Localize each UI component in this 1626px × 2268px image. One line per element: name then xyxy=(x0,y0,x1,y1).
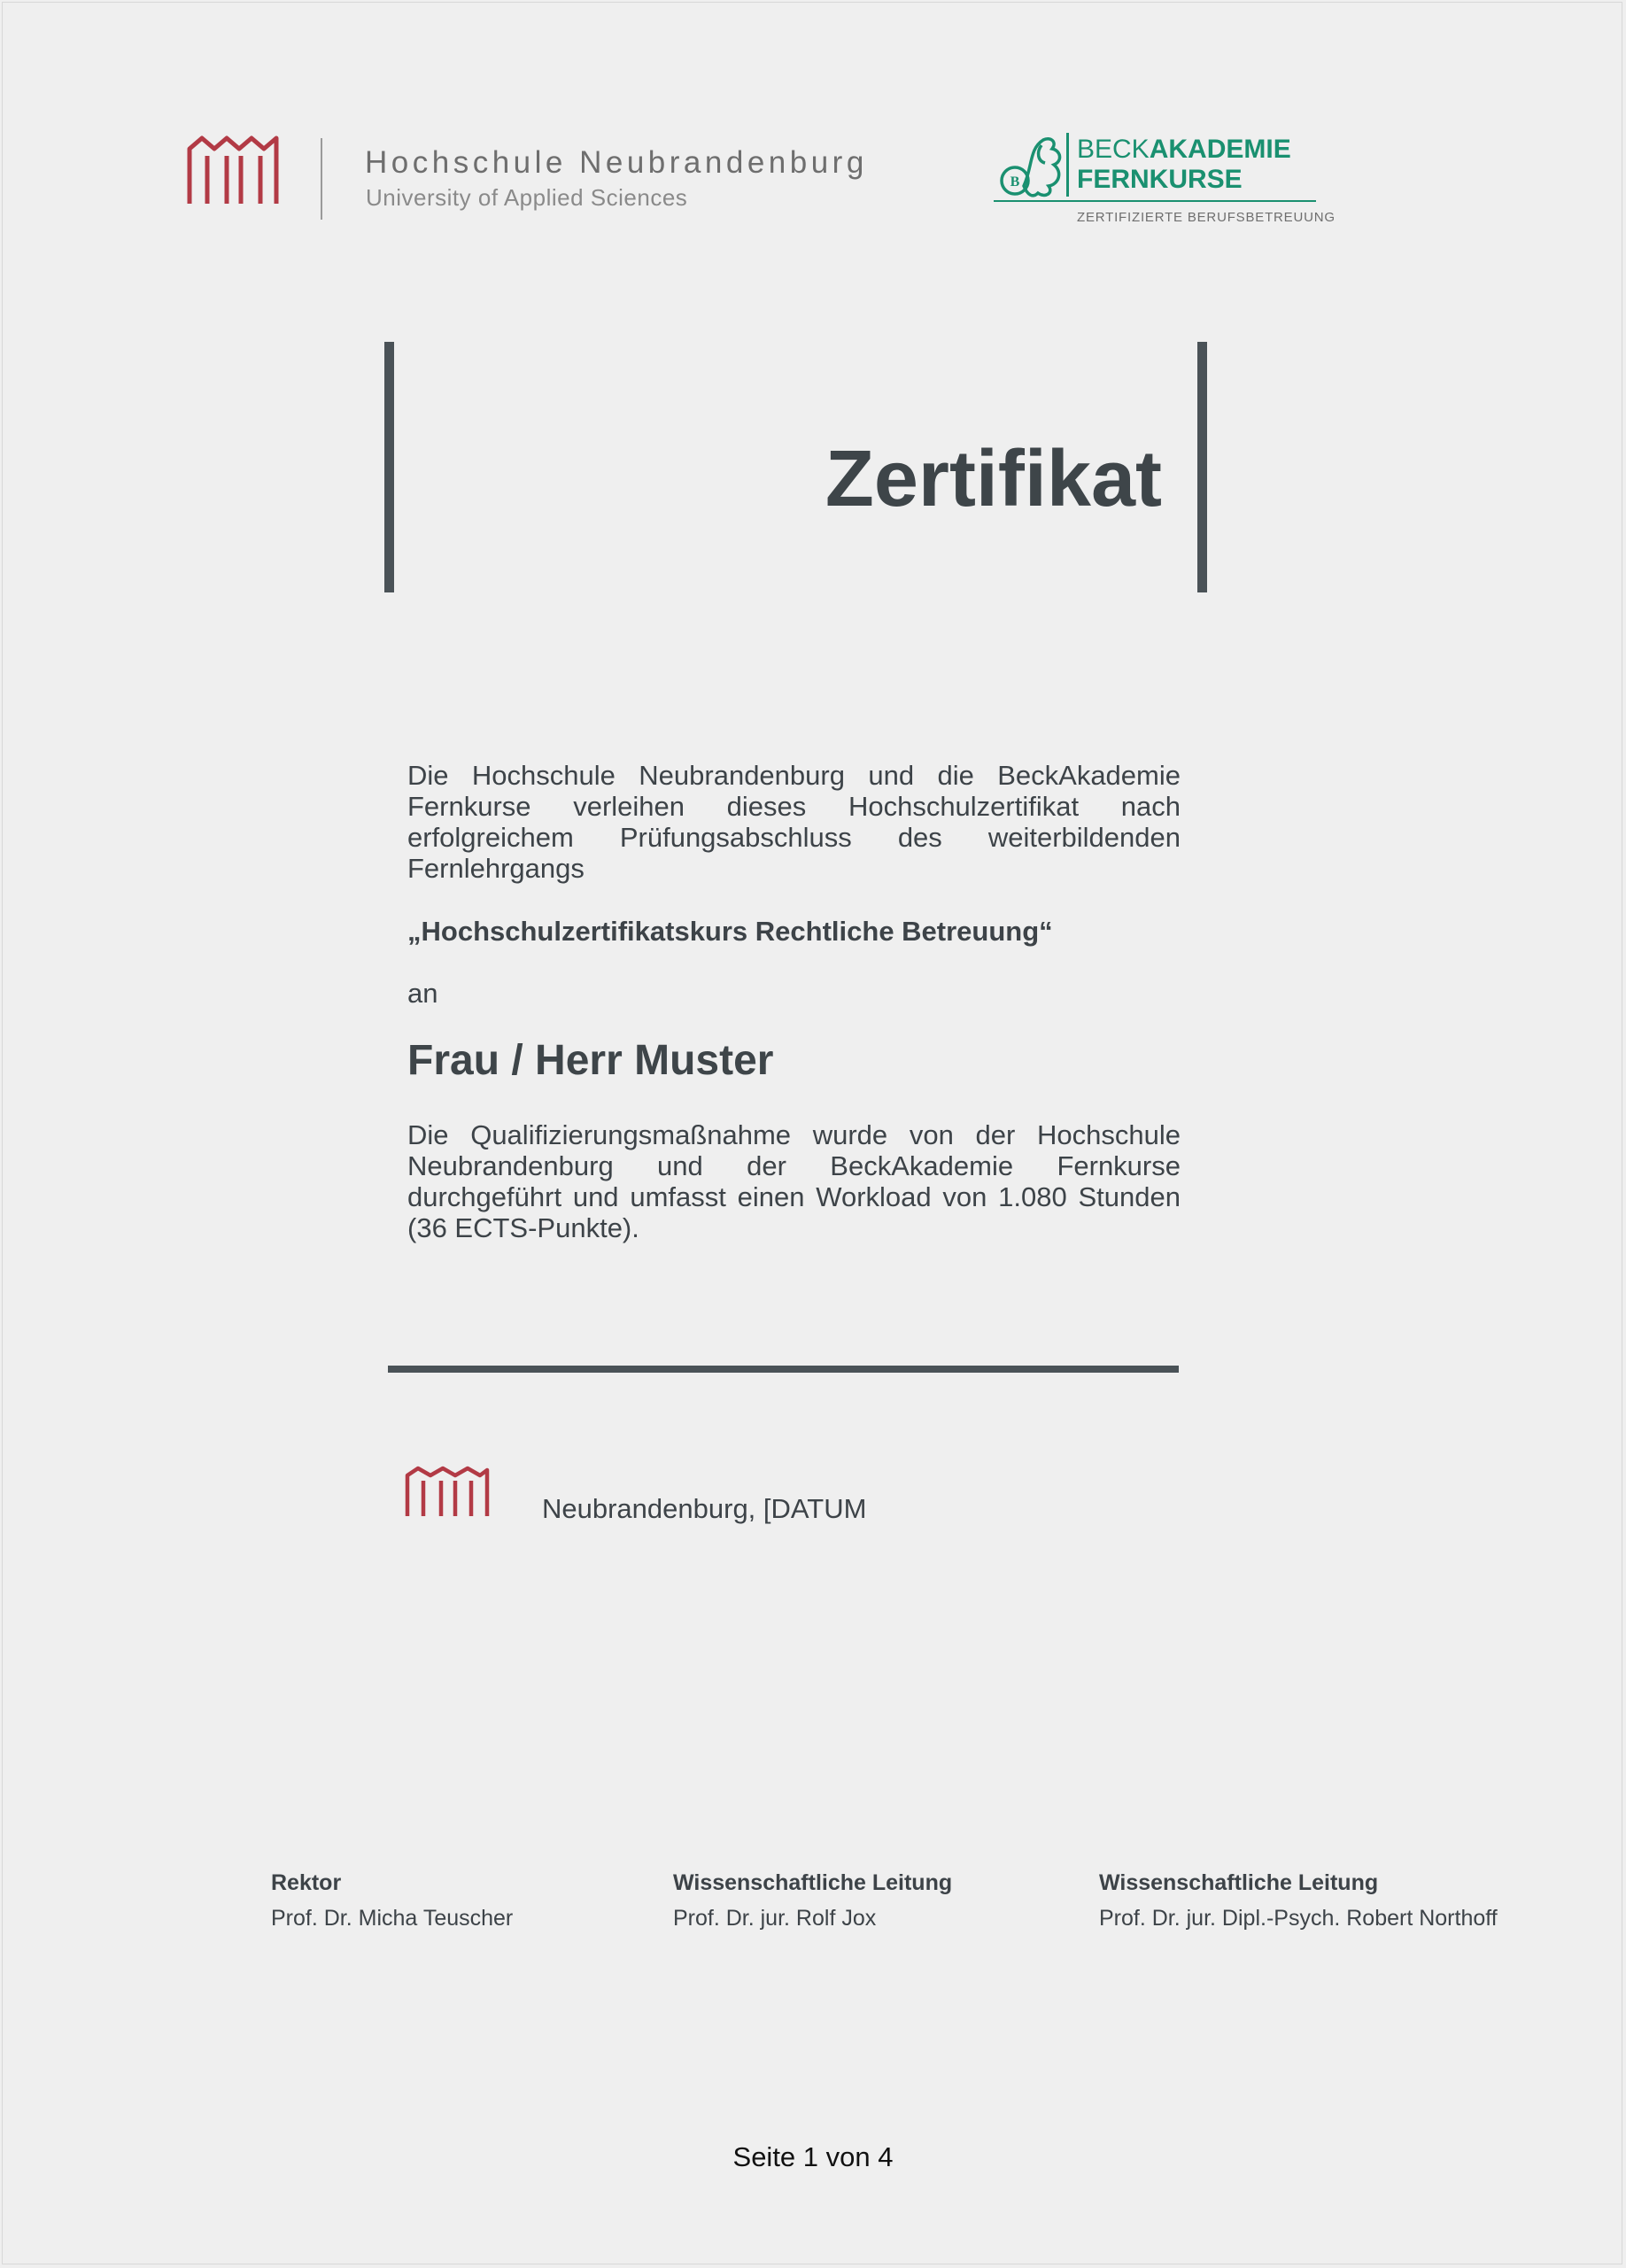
hochschule-building-small-logo-icon xyxy=(404,1465,491,1518)
beck-wordmark-akademie: AKADEMIE xyxy=(1149,135,1291,164)
beck-logo-underline xyxy=(994,200,1316,202)
title-bar-right xyxy=(1197,342,1207,592)
recipient-name: Frau / Herr Muster xyxy=(407,1037,774,1084)
intro-paragraph: Die Hochschule Neubrandenburg und die BeckAkademie Fernkurse verleihen dieses Hochschulzertifikat nach erfolgreichem Prüfungsabschluss des weiterbildenden Fernlehrgangs xyxy=(407,760,1181,884)
signature-name-leitung-2: Prof. Dr. jur. Dipl.-Psych. Robert Northoff xyxy=(1099,1906,1498,1931)
signature-name-leitung-1: Prof. Dr. jur. Rolf Jox xyxy=(673,1906,877,1931)
beck-wordmark-beck: BECK xyxy=(1077,135,1150,164)
hochschule-building-logo-icon xyxy=(186,135,280,205)
header-divider xyxy=(321,138,322,220)
page-number: Seite 1 von 4 xyxy=(732,2141,894,2172)
griffin-seal-logo-icon xyxy=(997,131,1072,200)
hochschule-subtitle: University of Applied Sciences xyxy=(366,184,688,211)
details-paragraph: Die Qualifizierungsmaßnahme wurde von der Hochschule Neubrandenburg und der BeckAkademie Fernkurse durchgeführt und umfasst einen Workload von 1.080 Stunden (36 ECTS-Punkte). xyxy=(407,1119,1181,1243)
beck-fernkurse-wordmark: FERNKURSE xyxy=(1077,165,1243,194)
signature-role-leitung-2: Wissenschaftliche Leitung xyxy=(1099,1870,1379,1895)
signature-name-rektor: Prof. Dr. Micha Teuscher xyxy=(271,1906,514,1931)
beck-tagline: ZERTIFIZIERTE BERUFSBETREUUNG xyxy=(1077,210,1336,225)
svg-text:B: B xyxy=(1010,174,1020,190)
an-label: an xyxy=(407,978,438,1009)
horizontal-rule xyxy=(388,1366,1179,1373)
course-name: „Hochschulzertifikatskurs Rechtliche Betreuung“ xyxy=(407,916,1053,947)
signature-role-leitung-1: Wissenschaftliche Leitung xyxy=(673,1870,953,1895)
signature-role-rektor: Rektor xyxy=(271,1870,342,1895)
hochschule-name: Hochschule Neubrandenburg xyxy=(365,145,868,180)
certificate-title: Zertifikat xyxy=(825,435,1162,523)
title-bar-left xyxy=(384,342,394,592)
beck-akademie-wordmark xyxy=(1077,135,1291,165)
place-date: Neubrandenburg, [DATUM xyxy=(542,1493,867,1524)
beck-logo-bar xyxy=(1066,133,1069,197)
